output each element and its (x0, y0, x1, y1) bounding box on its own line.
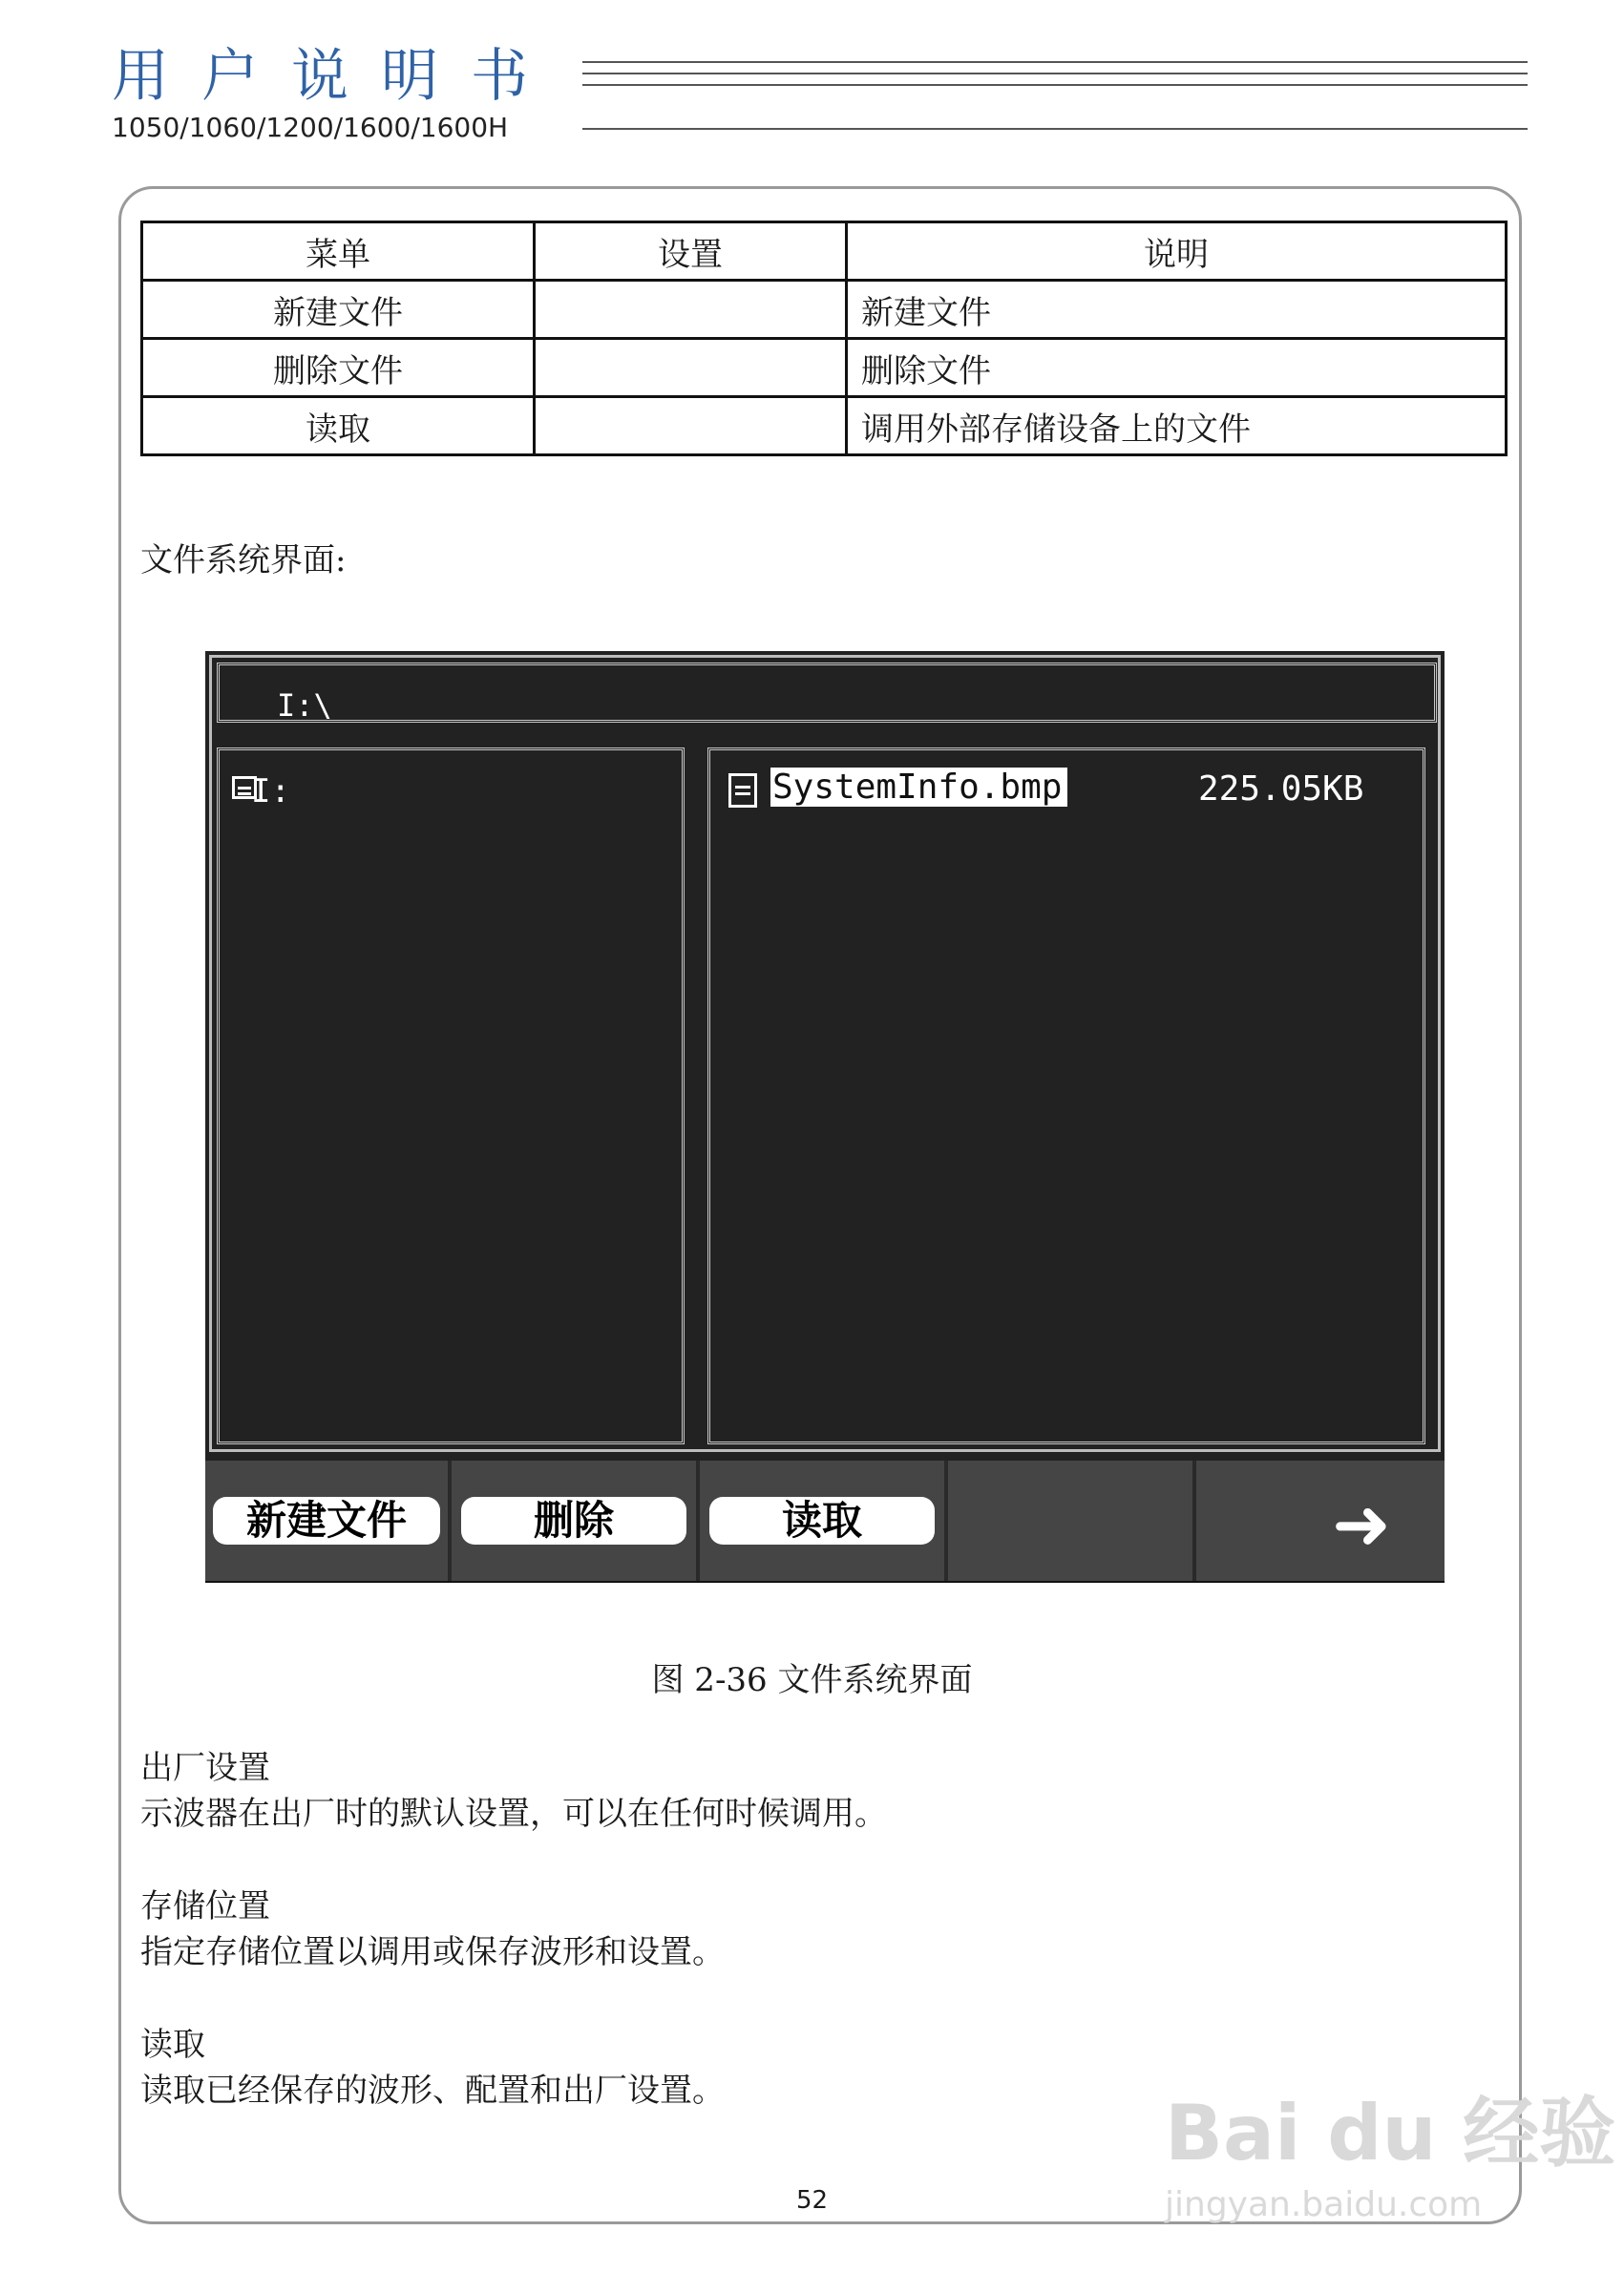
col-setting-header: 设置 (535, 222, 847, 281)
section-body: 示波器在出厂时的默认设置，可以在任何时候调用。 (140, 1795, 887, 1833)
new-file-softkey[interactable]: 新建文件 (213, 1497, 440, 1545)
cell-desc: 新建文件 (847, 281, 1507, 339)
section-body: 指定存储位置以调用或保存波形和设置。 (140, 1933, 725, 1971)
read-softkey[interactable]: 读取 (709, 1497, 935, 1545)
softkey-bar (205, 1461, 1445, 1581)
model-list: 1050/1060/1200/1600/1600H (112, 112, 509, 143)
menu-table (140, 221, 1508, 456)
intro-text: 文件系统界面: (140, 541, 347, 579)
cell-setting (535, 397, 847, 455)
watermark-url: jingyan.baidu.com (1165, 2185, 1483, 2224)
drive-item[interactable]: I: (251, 772, 290, 810)
cell-setting (535, 339, 847, 397)
softkey-divider (1192, 1461, 1196, 1581)
section-title: 存储位置 (140, 1887, 270, 1926)
header-rule-lines (582, 61, 1528, 95)
manual-title: 用户说明书 (112, 43, 560, 110)
softkey-divider (696, 1461, 700, 1581)
cell-desc: 删除文件 (847, 339, 1507, 397)
file-pane (707, 747, 1425, 1444)
cell-menu: 新建文件 (142, 281, 535, 339)
table-row (142, 281, 1507, 339)
file-icon (728, 773, 757, 808)
baidu-watermark (1165, 2089, 1616, 2224)
page-number: 52 (795, 2186, 829, 2215)
table-row (142, 339, 1507, 397)
watermark-brand: Bai du 经验 (1165, 2089, 1616, 2178)
drive-pane (217, 747, 685, 1444)
path-bar (217, 663, 1437, 723)
section-title: 读取 (140, 2026, 205, 2064)
section-body: 读取已经保存的波形、配置和出厂设置。 (140, 2072, 725, 2110)
figure-caption: 图 2-36 文件系统界面 (651, 1661, 973, 1699)
softkey-divider (448, 1461, 452, 1581)
file-system-screen (205, 651, 1445, 1583)
delete-softkey[interactable]: 删除 (461, 1497, 686, 1545)
col-menu-header: 菜单 (142, 222, 535, 281)
cell-menu: 读取 (142, 397, 535, 455)
file-item-name[interactable]: SystemInfo.bmp (770, 768, 1067, 807)
col-desc-header: 说明 (847, 222, 1507, 281)
cell-menu: 删除文件 (142, 339, 535, 397)
current-path: I:\ (277, 687, 332, 724)
cell-desc: 调用外部存储设备上的文件 (847, 397, 1507, 455)
file-item-size: 225.05KB (1198, 769, 1364, 809)
cell-setting (535, 281, 847, 339)
next-page-arrow-icon[interactable]: ➜ (1332, 1484, 1392, 1566)
section-title: 出厂设置 (140, 1749, 270, 1787)
table-header-row (142, 222, 1507, 281)
table-row (142, 397, 1507, 455)
softkey-divider (944, 1461, 948, 1581)
